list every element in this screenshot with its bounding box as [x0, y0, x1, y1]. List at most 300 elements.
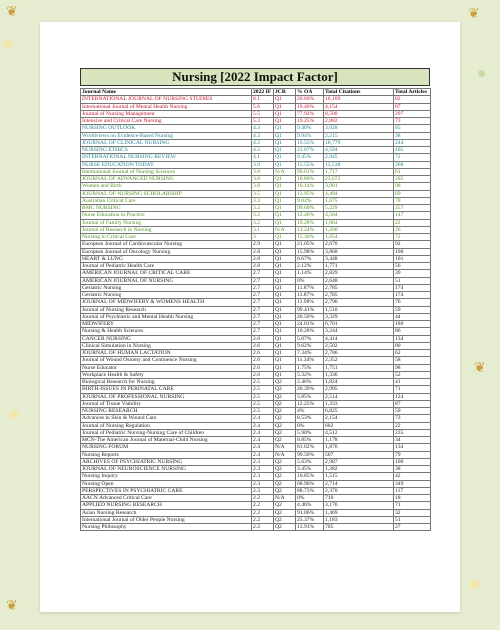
- total-citations-cell: 1,654: [324, 234, 394, 241]
- total-articles-cell: 82: [394, 96, 431, 103]
- journal-name-cell: Nursing Philosophy: [81, 524, 252, 531]
- jcr-quartile-cell: Q1: [274, 132, 296, 139]
- journal-name-cell: BMC NURSING: [81, 205, 252, 212]
- journal-name-cell: Australian Critical Care: [81, 197, 252, 204]
- open-access-cell: 11.87%: [296, 292, 324, 299]
- jcr-quartile-cell: Q1: [274, 306, 296, 313]
- total-articles-cell: 62: [394, 350, 431, 357]
- impact-factor-cell: 3.2: [252, 212, 274, 219]
- total-citations-cell: 602: [324, 422, 394, 429]
- open-access-cell: 12.24%: [296, 226, 324, 233]
- jcr-quartile-cell: Q1: [274, 270, 296, 277]
- impact-factor-cell: 2.5: [252, 379, 274, 386]
- total-citations-cell: 2,154: [324, 415, 394, 422]
- total-citations-cell: 18,779: [324, 139, 394, 146]
- open-access-cell: 5.32%: [296, 371, 324, 378]
- jcr-quartile-cell: Q2: [274, 509, 296, 516]
- journal-name-cell: Journal of Family Nursing: [81, 219, 252, 226]
- journal-name-cell: Geriatric Nursing: [81, 292, 252, 299]
- jcr-quartile-cell: Q1: [274, 110, 296, 117]
- impact-factor-cell: 2.5: [252, 393, 274, 400]
- total-citations-cell: 1,336: [324, 371, 394, 378]
- total-citations-cell: 4,154: [324, 103, 394, 110]
- total-articles-cell: 71: [394, 386, 431, 393]
- jcr-quartile-cell: Q2: [274, 516, 296, 523]
- table-row: [81, 277, 431, 284]
- open-access-cell: 5.90%: [296, 429, 324, 436]
- total-citations-cell: 2,670: [324, 241, 394, 248]
- open-access-cell: 19.40%: [296, 103, 324, 110]
- leaf-icon: ❦: [6, 4, 18, 20]
- open-access-cell: 16.85%: [296, 473, 324, 480]
- total-citations-cell: 2,514: [324, 393, 394, 400]
- total-articles-cell: 72: [394, 234, 431, 241]
- open-access-cell: 11.98%: [296, 299, 324, 306]
- jcr-quartile-cell: Q2: [274, 393, 296, 400]
- table-row: [81, 509, 431, 516]
- open-access-cell: 99.50%: [296, 451, 324, 458]
- total-articles-cell: 71: [394, 502, 431, 509]
- table-row: [81, 205, 431, 212]
- journal-name-cell: MIDWIFERY: [81, 321, 252, 328]
- total-articles-cell: 51: [394, 516, 431, 523]
- jcr-quartile-cell: Q1: [274, 161, 296, 168]
- impact-factor-cell: 2.3: [252, 458, 274, 465]
- total-articles-cell: 51: [394, 277, 431, 284]
- total-articles-cell: 41: [394, 379, 431, 386]
- open-access-cell: 0.85%: [296, 437, 324, 444]
- total-citations-cell: 16,109: [324, 96, 394, 103]
- jcr-quartile-cell: Q1: [274, 125, 296, 132]
- jcr-quartile-cell: N/A: [274, 168, 296, 175]
- total-articles-cell: 174: [394, 292, 431, 299]
- total-articles-cell: 134: [394, 335, 431, 342]
- jcr-quartile-cell: Q2: [274, 437, 296, 444]
- total-articles-cell: 80: [394, 342, 431, 349]
- open-access-cell: 4.46%: [296, 502, 324, 509]
- table-row: [81, 168, 431, 175]
- journal-name-cell: Asian Nursing Research: [81, 509, 252, 516]
- table-row: [81, 350, 431, 357]
- total-citations-cell: 1,675: [324, 197, 394, 204]
- journal-name-cell: NURSE EDUCATION TODAY: [81, 161, 252, 168]
- open-access-cell: 15.36%: [296, 234, 324, 241]
- total-articles-cell: 42: [394, 473, 431, 480]
- total-citations-cell: 1,876: [324, 444, 394, 451]
- open-access-cell: 20.60%: [296, 96, 324, 103]
- impact-factor-cell: 2.2: [252, 495, 274, 502]
- total-citations-cell: 23,672: [324, 176, 394, 183]
- journal-name-cell: NURSING ETHICS: [81, 147, 252, 154]
- total-articles-cell: 349: [394, 480, 431, 487]
- journal-name-cell: JOURNAL OF PROFESSIONAL NURSING: [81, 393, 252, 400]
- total-articles-cell: 79: [394, 451, 431, 458]
- total-articles-cell: 78: [394, 197, 431, 204]
- total-citations-cell: 6,701: [324, 321, 394, 328]
- impact-factor-cell: 3.3: [252, 197, 274, 204]
- table-row: [81, 226, 431, 233]
- total-citations-cell: 2,785: [324, 292, 394, 299]
- total-articles-cell: 22: [394, 219, 431, 226]
- total-articles-cell: 73: [394, 118, 431, 125]
- open-access-cell: 9.94%: [296, 132, 324, 139]
- total-citations-cell: 2,785: [324, 284, 394, 291]
- jcr-quartile-cell: Q2: [274, 386, 296, 393]
- open-access-cell: 5.07%: [296, 335, 324, 342]
- total-articles-cell: 86: [394, 328, 431, 335]
- total-articles-cell: 268: [394, 161, 431, 168]
- table-row: [81, 451, 431, 458]
- total-articles-cell: 18: [394, 495, 431, 502]
- table-row: [81, 487, 431, 494]
- total-citations-cell: 1,183: [324, 516, 394, 523]
- journal-name-cell: Worldviews on Evidence-Based Nursing: [81, 132, 252, 139]
- impact-factor-cell: 2.4: [252, 437, 274, 444]
- table-row: [81, 183, 431, 190]
- journal-name-cell: European Journal of Cardiovascular Nursing: [81, 241, 252, 248]
- total-citations-cell: 2,945: [324, 154, 394, 161]
- table-row: [81, 161, 431, 168]
- jcr-quartile-cell: Q1: [274, 313, 296, 320]
- table-row: [81, 248, 431, 255]
- impact-factor-cell: 3.2: [252, 205, 274, 212]
- jcr-quartile-cell: Q1: [274, 197, 296, 204]
- column-header: JCR: [274, 89, 296, 96]
- journal-name-cell: Nursing Inquiry: [81, 473, 252, 480]
- impact-factor-cell: 2.8: [252, 248, 274, 255]
- impact-factor-cell: 2.3: [252, 480, 274, 487]
- jcr-quartile-cell: Q2: [274, 458, 296, 465]
- total-citations-cell: 13,538: [324, 161, 394, 168]
- journal-name-cell: JOURNAL OF NEUROSCIENCE NURSING: [81, 466, 252, 473]
- total-articles-cell: 73: [394, 415, 431, 422]
- table-row: [81, 284, 431, 291]
- column-header: Total Articles: [394, 89, 431, 96]
- total-citations-cell: 1,469: [324, 509, 394, 516]
- open-access-cell: 19.28%: [296, 219, 324, 226]
- journal-name-cell: Nursing Reports: [81, 451, 252, 458]
- journal-name-cell: European Journal of Oncology Nursing: [81, 248, 252, 255]
- table-row: [81, 386, 431, 393]
- jcr-quartile-cell: Q2: [274, 422, 296, 429]
- open-access-cell: 0%: [296, 277, 324, 284]
- total-citations-cell: 4,512: [324, 429, 394, 436]
- open-access-cell: 99.60%: [296, 205, 324, 212]
- table-row: [81, 379, 431, 386]
- background-dot: [4, 40, 12, 48]
- journal-name-cell: JOURNAL OF HUMAN LACTATION: [81, 350, 252, 357]
- total-articles-cell: 117: [394, 487, 431, 494]
- jcr-quartile-cell: Q2: [274, 400, 296, 407]
- journal-name-cell: Journal of Tissue Viability: [81, 400, 252, 407]
- impact-factor-cell: 2.4: [252, 429, 274, 436]
- open-access-cell: 9.62%: [296, 342, 324, 349]
- jcr-quartile-cell: Q1: [274, 299, 296, 306]
- total-articles-cell: 101: [394, 255, 431, 262]
- table-row: [81, 371, 431, 378]
- total-articles-cell: 56: [394, 263, 431, 270]
- jcr-quartile-cell: N/A: [274, 451, 296, 458]
- table-row: [81, 292, 431, 299]
- jcr-quartile-cell: Q2: [274, 502, 296, 509]
- table-row: [81, 516, 431, 523]
- table-row: [81, 458, 431, 465]
- journal-name-cell: International Journal of Older People Nursing: [81, 516, 252, 523]
- jcr-quartile-cell: Q2: [274, 473, 296, 480]
- journal-name-cell: MCN-The American Journal of Maternal-Child Nursing: [81, 437, 252, 444]
- journal-name-cell: NURSING RESEARCH: [81, 408, 252, 415]
- jcr-quartile-cell: Q1: [274, 328, 296, 335]
- journal-name-cell: AMERICAN JOURNAL OF CRITICAL CARE: [81, 270, 252, 277]
- impact-factor-cell: 2.2: [252, 502, 274, 509]
- impact-factor-cell: 8.1: [252, 96, 274, 103]
- column-header: 2022 IF: [252, 89, 274, 96]
- open-access-cell: 99.41%: [296, 306, 324, 313]
- total-articles-cell: 22: [394, 422, 431, 429]
- table-row: [81, 437, 431, 444]
- table-row: [81, 524, 431, 531]
- jcr-quartile-cell: Q1: [274, 96, 296, 103]
- total-citations-cell: 2,829: [324, 270, 394, 277]
- impact-factor-cell: 2.6: [252, 371, 274, 378]
- total-citations-cell: 1,824: [324, 379, 394, 386]
- journal-name-cell: Women and Birth: [81, 183, 252, 190]
- total-articles-cell: 44: [394, 313, 431, 320]
- table-row: [81, 502, 431, 509]
- table-row: [81, 415, 431, 422]
- journal-name-cell: Journal of Wound Ostomy and Continence Nursing: [81, 357, 252, 364]
- total-citations-cell: 3,244: [324, 328, 394, 335]
- open-access-cell: 16.14%: [296, 183, 324, 190]
- journal-name-cell: INTERNATIONAL NURSING REVIEW: [81, 154, 252, 161]
- total-citations-cell: 4,564: [324, 212, 394, 219]
- total-articles-cell: 52: [394, 371, 431, 378]
- impact-factor-cell: 2.4: [252, 415, 274, 422]
- journal-name-cell: JOURNAL OF MIDWIFERY & WOMENS HEALTH: [81, 299, 252, 306]
- open-access-cell: 5.85%: [296, 393, 324, 400]
- open-access-cell: 13.95%: [296, 190, 324, 197]
- table-row: [81, 357, 431, 364]
- jcr-quartile-cell: Q1: [274, 248, 296, 255]
- table-row: [81, 154, 431, 161]
- table-row: [81, 429, 431, 436]
- open-access-cell: 6.67%: [296, 255, 324, 262]
- impact-factor-cell: 3.8: [252, 168, 274, 175]
- journal-table: [80, 88, 431, 531]
- total-articles-cell: 100: [394, 248, 431, 255]
- impact-factor-cell: 2.4: [252, 444, 274, 451]
- jcr-quartile-cell: Q2: [274, 415, 296, 422]
- impact-factor-cell: 3.8: [252, 176, 274, 183]
- jcr-quartile-cell: Q1: [274, 219, 296, 226]
- jcr-quartile-cell: Q1: [274, 342, 296, 349]
- total-citations-cell: 2,786: [324, 350, 394, 357]
- table-row: [81, 176, 431, 183]
- jcr-quartile-cell: Q2: [274, 466, 296, 473]
- total-citations-cell: 1,771: [324, 263, 394, 270]
- jcr-quartile-cell: Q1: [274, 255, 296, 262]
- jcr-quartile-cell: Q1: [274, 103, 296, 110]
- total-citations-cell: 2,648: [324, 277, 394, 284]
- table-row: [81, 473, 431, 480]
- journal-name-cell: NURSING OUTLOOK: [81, 125, 252, 132]
- impact-factor-cell: 3.9: [252, 161, 274, 168]
- total-citations-cell: 507: [324, 451, 394, 458]
- total-citations-cell: 8,500: [324, 110, 394, 117]
- table-row: [81, 342, 431, 349]
- table-row: [81, 139, 431, 146]
- jcr-quartile-cell: Q1: [274, 241, 296, 248]
- journal-name-cell: International Journal of Mental Health Nursing: [81, 103, 252, 110]
- impact-factor-cell: 2.3: [252, 466, 274, 473]
- table-row: [81, 444, 431, 451]
- journal-name-cell: APPLIED NURSING RESEARCH: [81, 502, 252, 509]
- jcr-quartile-cell: Q1: [274, 357, 296, 364]
- table-row: [81, 103, 431, 110]
- table-row: [81, 299, 431, 306]
- jcr-quartile-cell: Q1: [274, 350, 296, 357]
- journal-name-cell: Journal of Psychiatric and Mental Health Nursing: [81, 313, 252, 320]
- table-body: [81, 96, 431, 531]
- total-citations-cell: 705: [324, 524, 394, 531]
- open-access-cell: 19.55%: [296, 139, 324, 146]
- open-access-cell: 81.62%: [296, 444, 324, 451]
- journal-name-cell: Nursing in Critical Care: [81, 234, 252, 241]
- total-articles-cell: 87: [394, 103, 431, 110]
- open-access-cell: 77.92%: [296, 110, 324, 117]
- open-access-cell: 25.37%: [296, 516, 324, 523]
- journal-name-cell: Nursing Open: [81, 480, 252, 487]
- open-access-cell: 12.46%: [296, 212, 324, 219]
- total-citations-cell: 2,215: [324, 132, 394, 139]
- column-header: Journal Name: [81, 89, 252, 96]
- impact-factor-cell: 2.7: [252, 270, 274, 277]
- table-row: [81, 364, 431, 371]
- table-row: [81, 132, 431, 139]
- total-articles-cell: 26: [394, 226, 431, 233]
- journal-name-cell: Clinical Simulation in Nursing: [81, 342, 252, 349]
- journal-name-cell: PERSPECTIVES IN PSYCHIATRIC CARE: [81, 487, 252, 494]
- page-title: Nursing [2022 Impact Factor]: [80, 68, 430, 86]
- total-citations-cell: 3,176: [324, 502, 394, 509]
- table-row: [81, 408, 431, 415]
- impact-factor-cell: 5.3: [252, 118, 274, 125]
- jcr-quartile-cell: Q1: [274, 212, 296, 219]
- jcr-quartile-cell: Q2: [274, 487, 296, 494]
- table-row: [81, 197, 431, 204]
- total-citations-cell: 1,064: [324, 219, 394, 226]
- open-access-cell: 24.01%: [296, 321, 324, 328]
- total-citations-cell: 1,178: [324, 437, 394, 444]
- journal-name-cell: Nurse Educator: [81, 364, 252, 371]
- impact-factor-cell: 2.8: [252, 263, 274, 270]
- table-row: [81, 219, 431, 226]
- journal-name-cell: NURSING FORUM: [81, 444, 252, 451]
- open-access-cell: 21.67%: [296, 147, 324, 154]
- open-access-cell: 7.34%: [296, 350, 324, 357]
- total-citations-cell: 4,494: [324, 190, 394, 197]
- table-row: [81, 190, 431, 197]
- total-articles-cell: 32: [394, 509, 431, 516]
- journal-name-cell: AMERICAN JOURNAL OF NURSING: [81, 277, 252, 284]
- total-articles-cell: 92: [394, 241, 431, 248]
- impact-factor-cell: 3.5: [252, 190, 274, 197]
- open-access-cell: 12.25%: [296, 400, 324, 407]
- total-citations-cell: 4,414: [324, 335, 394, 342]
- total-articles-cell: 34: [394, 437, 431, 444]
- total-citations-cell: 2,796: [324, 299, 394, 306]
- total-articles-cell: 105: [394, 147, 431, 154]
- table-row: [81, 110, 431, 117]
- jcr-quartile-cell: Q1: [274, 147, 296, 154]
- total-articles-cell: 235: [394, 429, 431, 436]
- total-articles-cell: 205: [394, 176, 431, 183]
- total-articles-cell: 87: [394, 400, 431, 407]
- total-citations-cell: 2,370: [324, 487, 394, 494]
- jcr-quartile-cell: Q1: [274, 118, 296, 125]
- total-citations-cell: 2,714: [324, 480, 394, 487]
- total-citations-cell: 1,515: [324, 473, 394, 480]
- total-citations-cell: 5,229: [324, 205, 394, 212]
- journal-name-cell: Journal of Research in Nursing: [81, 226, 252, 233]
- jcr-quartile-cell: Q1: [274, 154, 296, 161]
- total-citations-cell: 2,502: [324, 342, 394, 349]
- journal-name-cell: Workplace Health & Safety: [81, 371, 252, 378]
- total-articles-cell: 38: [394, 466, 431, 473]
- jcr-quartile-cell: Q2: [274, 408, 296, 415]
- jcr-quartile-cell: Q1: [274, 292, 296, 299]
- total-citations-cell: 2,352: [324, 357, 394, 364]
- total-articles-cell: 174: [394, 284, 431, 291]
- column-header: % OA: [296, 89, 324, 96]
- impact-factor-cell: 2.2: [252, 516, 274, 523]
- total-citations-cell: 4,594: [324, 147, 394, 154]
- jcr-quartile-cell: Q1: [274, 183, 296, 190]
- journal-name-cell: JOURNAL OF ADVANCED NURSING: [81, 176, 252, 183]
- journal-name-cell: INTERNATIONAL JOURNAL OF NURSING STUDIES: [81, 96, 252, 103]
- journal-name-cell: Journal of Pediatric Health Care: [81, 263, 252, 270]
- open-access-cell: 20.39%: [296, 386, 324, 393]
- impact-factor-cell: 5.6: [252, 103, 274, 110]
- total-citations-cell: 1,382: [324, 466, 394, 473]
- open-access-cell: 2.46%: [296, 379, 324, 386]
- impact-factor-cell: 2.4: [252, 422, 274, 429]
- table-row: [81, 96, 431, 103]
- journal-name-cell: Journal of Nursing Management: [81, 110, 252, 117]
- table-row: [81, 328, 431, 335]
- total-articles-cell: 59: [394, 408, 431, 415]
- table-row: [81, 241, 431, 248]
- total-citations-cell: 1,510: [324, 306, 394, 313]
- total-citations-cell: 3,448: [324, 255, 394, 262]
- total-citations-cell: 3,329: [324, 313, 394, 320]
- journal-name-cell: JOURNAL OF CLINICAL NURSING: [81, 139, 252, 146]
- total-articles-cell: 27: [394, 524, 431, 531]
- total-citations-cell: 3,901: [324, 183, 394, 190]
- open-access-cell: 18.80%: [296, 176, 324, 183]
- total-articles-cell: 38: [394, 132, 431, 139]
- journal-name-cell: BIRTH-ISSUES IN PERINATAL CARE: [81, 386, 252, 393]
- table-row: [81, 147, 431, 154]
- impact-factor-cell: 3: [252, 234, 274, 241]
- table-row: [81, 125, 431, 132]
- impact-factor-cell: 3.1: [252, 226, 274, 233]
- total-citations-cell: 1,333: [324, 400, 394, 407]
- table-row: [81, 270, 431, 277]
- total-citations-cell: 2,987: [324, 458, 394, 465]
- jcr-quartile-cell: Q1: [274, 139, 296, 146]
- jcr-quartile-cell: Q1: [274, 263, 296, 270]
